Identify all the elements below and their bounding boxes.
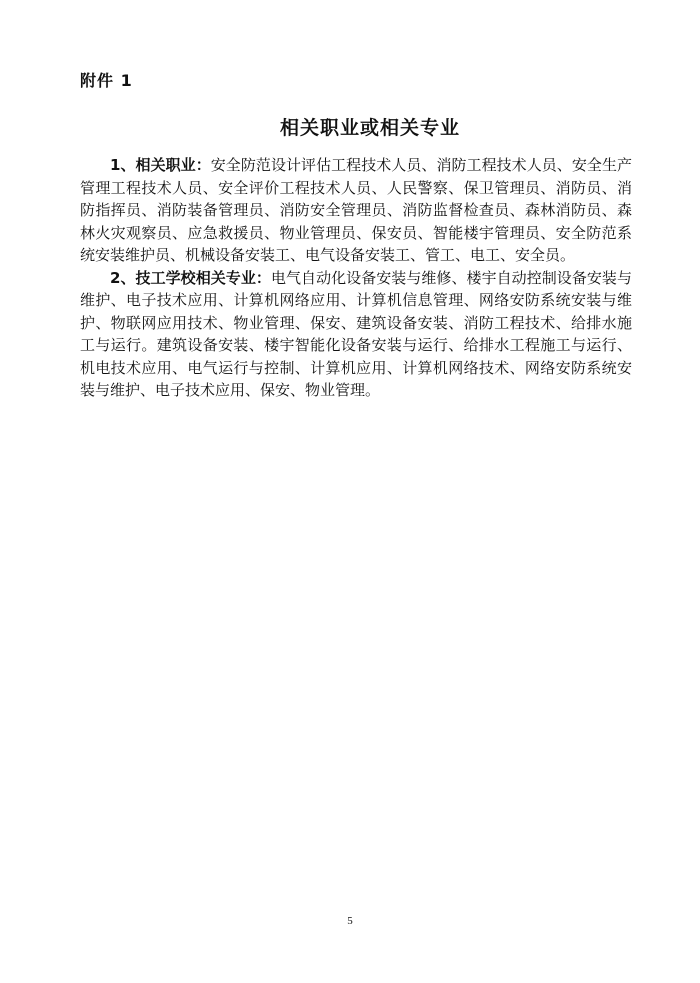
page-number: 5 — [347, 915, 353, 927]
paragraph-text: 安全防范设计评估工程技术人员、消防工程技术人员、安全生产管理工程技术人员、安全评价工程技术人员、人民警察、保卫管理员、消防员、消防指挥员、消防装备管理员、消防安全管理员、消防监督检查员、森林消防员、森林火灾观察员、应急救援员、物业管理员、保安员、智能楼宇管理员、安全防范系统安装维护员、机械设备安装工、电气设备安装工、管工、电工、安全员。 — [80, 156, 632, 264]
paragraph-heading: 2、技工学校相关专业： — [110, 268, 271, 287]
paragraph-text: 电气自动化设备安装与维修、楼宇自动控制设备安装与维护、电子技术应用、计算机网络应用、计算机信息管理、网络安防系统安装与维护、物联网应用技术、物业管理、保安、建筑设备安装、消防工程技术、给排水施工与运行。建筑设备安装、楼宇智能化设备安装与运行、给排水工程施工与运行、机电技术应用、电气运行与控制、计算机应用、计算机网络技术、网络安防系统安装与维护、电子技术应用、保安、物业管理。 — [80, 268, 632, 399]
paragraph-heading: 1、相关职业： — [110, 156, 211, 174]
paragraph-related-majors — [80, 267, 632, 402]
document-body — [80, 154, 632, 402]
paragraph-related-occupations — [80, 154, 632, 267]
document-title: 相关职业或相关专业 — [279, 117, 460, 139]
attachment-label: 附件 1 — [80, 71, 133, 90]
